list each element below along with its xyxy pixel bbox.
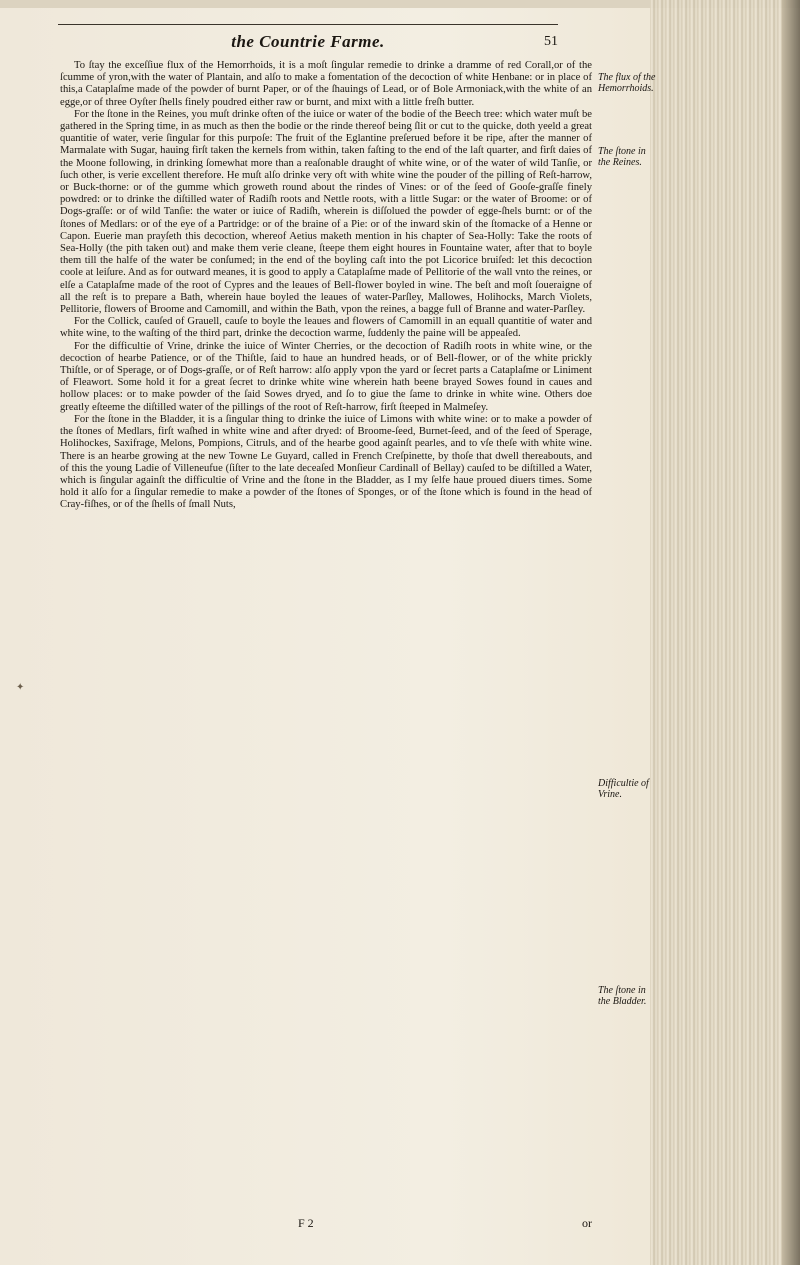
margin-note-stone-reines: The ſtone in the Reines. [598,146,646,168]
paragraph-stone-reines: For the ſtone in the Reines, you muſt drinke often of the iuice or water of the bodie of the Beech tree: which water muſt be gathered in the Spring time, in as much as then the bodie or the rinde thereof being ſlit or cut to the quicke, doth yeeld a great quantitie of water, verie ſingular for this purpoſe: The fruit of the Eglantine preſerued before it be ripe, after the manner of Marmalate with Sugar, hauing firſt taken the kernels from within, taken faſting to the end of the laſt quarter, and firſt daies of the Moone following, in drinking ſomewhat more than a reaſonable draught of white wine, or of the water of wild Tanſie, or ſuch other, is verie excellent therefore. He muſt alſo drinke very oft with white wine the pouder of the pilling of Reſt-harrow, or Buck-thorne: or of the gumme which groweth round about the rindes of Vines: or of the ſeed of Gooſe-graſſe finely powdred: or to drinke the diſtilled water of Radiſh roots and Nettle roots, with a little Sugar: or the water of Broome: or of Dogs-graſſe: or of wild Tanſie: the water or iuice of Radiſh, wherein is diſſolued the powder of egge-ſhels burnt: or of the ſtones of Medlars: or of the eye of a Partridge: or of the braine of a Pie: or of the inward skin of the ſtomacke of a Henne or Capon. Euerie man prayſeth this decoction, whereof Aetius maketh mention in his chapter of Sea-Holly: Take the roots of Sea-Holly (the pith taken out) and make them verie cleane, ſteepe them eight houres in Fountaine water, after that to boyle them till the halfe of the water be conſumed; in the end of the boyling caſt into the pot Licorice bruiſed: let this decoction coole at leiſure. And as for outward meanes, it is good to apply a Cataplaſme made of Pellitorie of the wall vnto the reines, or elſe a Cataplaſme made of the root of Cypres and the leaues of Bell-flower boyled in wine. The beſt and moſt ſoueraigne of all the reſt is to prepare a Bath, wherein haue boyled the leaues of water-Parſley, Mallowes, Holihocks, March Violets, Pellitorie, flowers of Broome and Camomill, and within the Bath, vpon the reines, a bagge full of Branne and water-Parſley. [60,108,592,316]
margin-note-stone-bladder: The ſtone in the Bladder. [598,985,647,1007]
body-text [60,60,592,512]
running-head: the Countrie Farme. [231,32,385,51]
signature-mark: F 2 [298,1216,314,1230]
margin-ink-mark: ✦ [16,682,25,693]
page-edge-strip [650,0,800,1265]
paragraph-hemorrhoids: To ſtay the exceſſiue flux of the Hemorrhoids, it is a moſt ſingular remedie to drinke a dramme of red Corall,or of the ſcumme of yron,with the water of Plantain, and alſo to make a fomentation of the decoction of white Henbane: or in place of this,a Cataplaſme made of the powder of burnt Paper, or of the ſhauings of Lead, or of Bole Armoniack,with the white of an egge,or of three Oyſter ſhells finely poudred either raw or burnt, and mixt with a little freſh butter. [60,60,592,108]
header-rule [58,24,558,25]
catchword: or [582,1216,592,1230]
paragraph-collick: For the Collick, cauſed of Grauell, cauſe to boyle the leaues and flowers of Camomill in an equall quantitie of water and white wine, to the waſting of the third part, drinke the decoction warme, ſuddenly the paine will be appeaſed. [60,316,592,340]
page-footer [60,1216,592,1232]
margin-note-difficultie-vrine: Difficultie of Vrine. [598,778,649,800]
paragraph-stone-bladder: For the ſtone in the Bladder, it is a ſingular thing to drinke the iuice of Limons with white wine: or to make a powder of the ſtones of Medlars, firſt waſhed in white wine and after dryed: of Broome-ſeed, Burnet-ſeed, and of the ſeed of Sperage, Holihockes, Saxifrage, Melons, Pompions, Citruls, and of the hearbe good againſt pearles, and to vſe theſe with white wine. There is an hearbe growing at the new Towne Le Guyard, called in French Creſpinette, by thoſe that dwell thereabouts, and of this the young Ladie of Villeneufue (ſiſter to the late deceaſed Monſieur Cardinall of Bellay) cauſed to be diſtilled a Water, which is ſingular againſt the difficultie of Vrine and the ſtone in the Bladder, as I my ſelfe haue proued diuers times. Some hold it alſo for a ſingular remedie to make a powder of the ſtones of Sponges, or of the ſtone which is found in the head of Cray-fiſhes, or of the ſhells of ſmall Nuts, [60,413,592,511]
margin-note-hemorrhoids: The flux of the Hemorrhoids. [598,72,656,94]
page-header [58,24,558,54]
paragraph-difficultie-vrine: For the difficultie of Vrine, drinke the iuice of Winter Cherries, or the decoction of Radiſh roots in white wine, or the decoction of hearbe Patience, or of the Thiſtle, ſaid to haue an hundred heads, or of Bell-flower, or of the white prickly Thiſtle, or of Sperage, or of Dogs-graſſe, or of Reſt harrow: alſo apply vpon the yard or ſecret parts a Cataplaſme or Liniment of Fleawort. Some hold it for a great ſecret to drinke white wine wherein hath beene brayed Sowes found in caues and hollow places: or to make powder of the ſaid Sowes dryed, and ſo to giue the ſame to drinke in white wine. Others doe greatly eſteeme the diſtilled water of the pillings of the root of Reſt-harrow, firſt ſteeped in Malmeſey. [60,340,592,413]
page-number: 51 [544,34,558,49]
